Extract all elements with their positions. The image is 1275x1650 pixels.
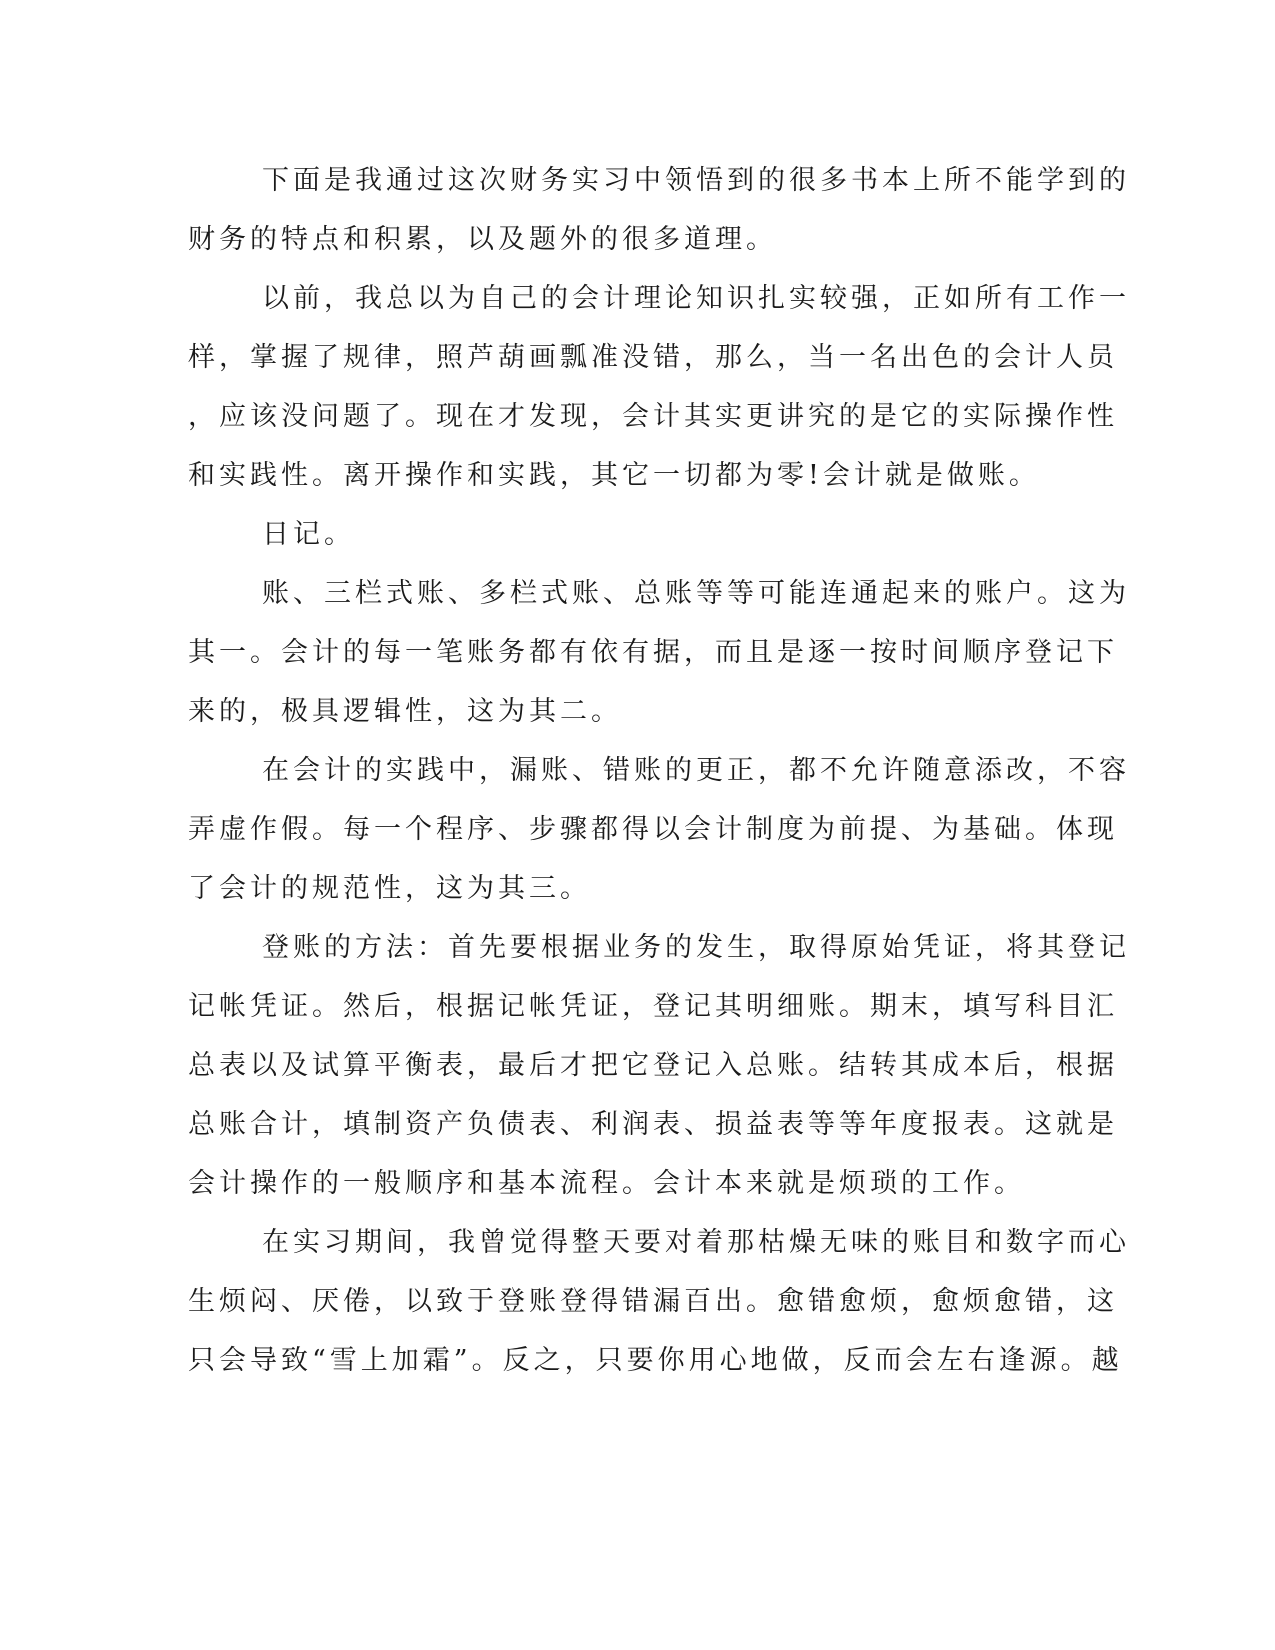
text-line-11: 在会计的实践中，漏账、错账的更正，都不允许随意添改，不容	[262, 755, 1130, 786]
text-line-21: 只会导致“雪上加霜”。反之，只要你用心地做，反而会左右逢源。越	[188, 1345, 1123, 1376]
text-line-14: 登账的方法：首先要根据业务的发生，取得原始凭证，将其登记	[262, 932, 1130, 963]
text-line-10: 来的，极具逻辑性，这为其二。	[188, 696, 622, 727]
text-line-4: 样，掌握了规律，照芦葫画瓢准没错，那么，当一名出色的会计人员	[188, 342, 1118, 373]
text-line-2: 财务的特点和积累，以及题外的很多道理。	[188, 224, 777, 255]
text-line-5: ，应该没问题了。现在才发现，会计其实更讲究的是它的实际操作性	[188, 401, 1118, 432]
text-line-20: 生烦闷、厌倦，以致于登账登得错漏百出。愈错愈烦，愈烦愈错，这	[188, 1286, 1118, 1317]
text-line-16: 总表以及试算平衡表，最后才把它登记入总账。结转其成本后，根据	[188, 1050, 1118, 1081]
text-line-8: 账、三栏式账、多栏式账、总账等等可能连通起来的账户。这为	[262, 578, 1130, 609]
text-line-15: 记帐凭证。然后，根据记帐凭证，登记其明细账。期末，填写科目汇	[188, 991, 1118, 1022]
text-line-3: 以前，我总以为自己的会计理论知识扎实较强，正如所有工作一	[262, 283, 1130, 314]
text-line-7: 日记。	[262, 519, 355, 550]
text-line-1: 下面是我通过这次财务实习中领悟到的很多书本上所不能学到的	[262, 165, 1130, 196]
text-line-9: 其一。会计的每一笔账务都有依有据，而且是逐一按时间顺序登记下	[188, 637, 1118, 668]
text-line-17: 总账合计，填制资产负债表、利润表、损益表等等年度报表。这就是	[188, 1109, 1118, 1140]
text-line-18: 会计操作的一般顺序和基本流程。会计本来就是烦琐的工作。	[188, 1168, 1025, 1199]
text-line-19: 在实习期间，我曾觉得整天要对着那枯燥无味的账目和数字而心	[262, 1227, 1130, 1258]
text-line-12: 弄虚作假。每一个程序、步骤都得以会计制度为前提、为基础。体现	[188, 814, 1118, 845]
text-line-13: 了会计的规范性，这为其三。	[188, 873, 591, 904]
text-line-6: 和实践性。离开操作和实践，其它一切都为零!会计就是做账。	[188, 460, 1040, 491]
